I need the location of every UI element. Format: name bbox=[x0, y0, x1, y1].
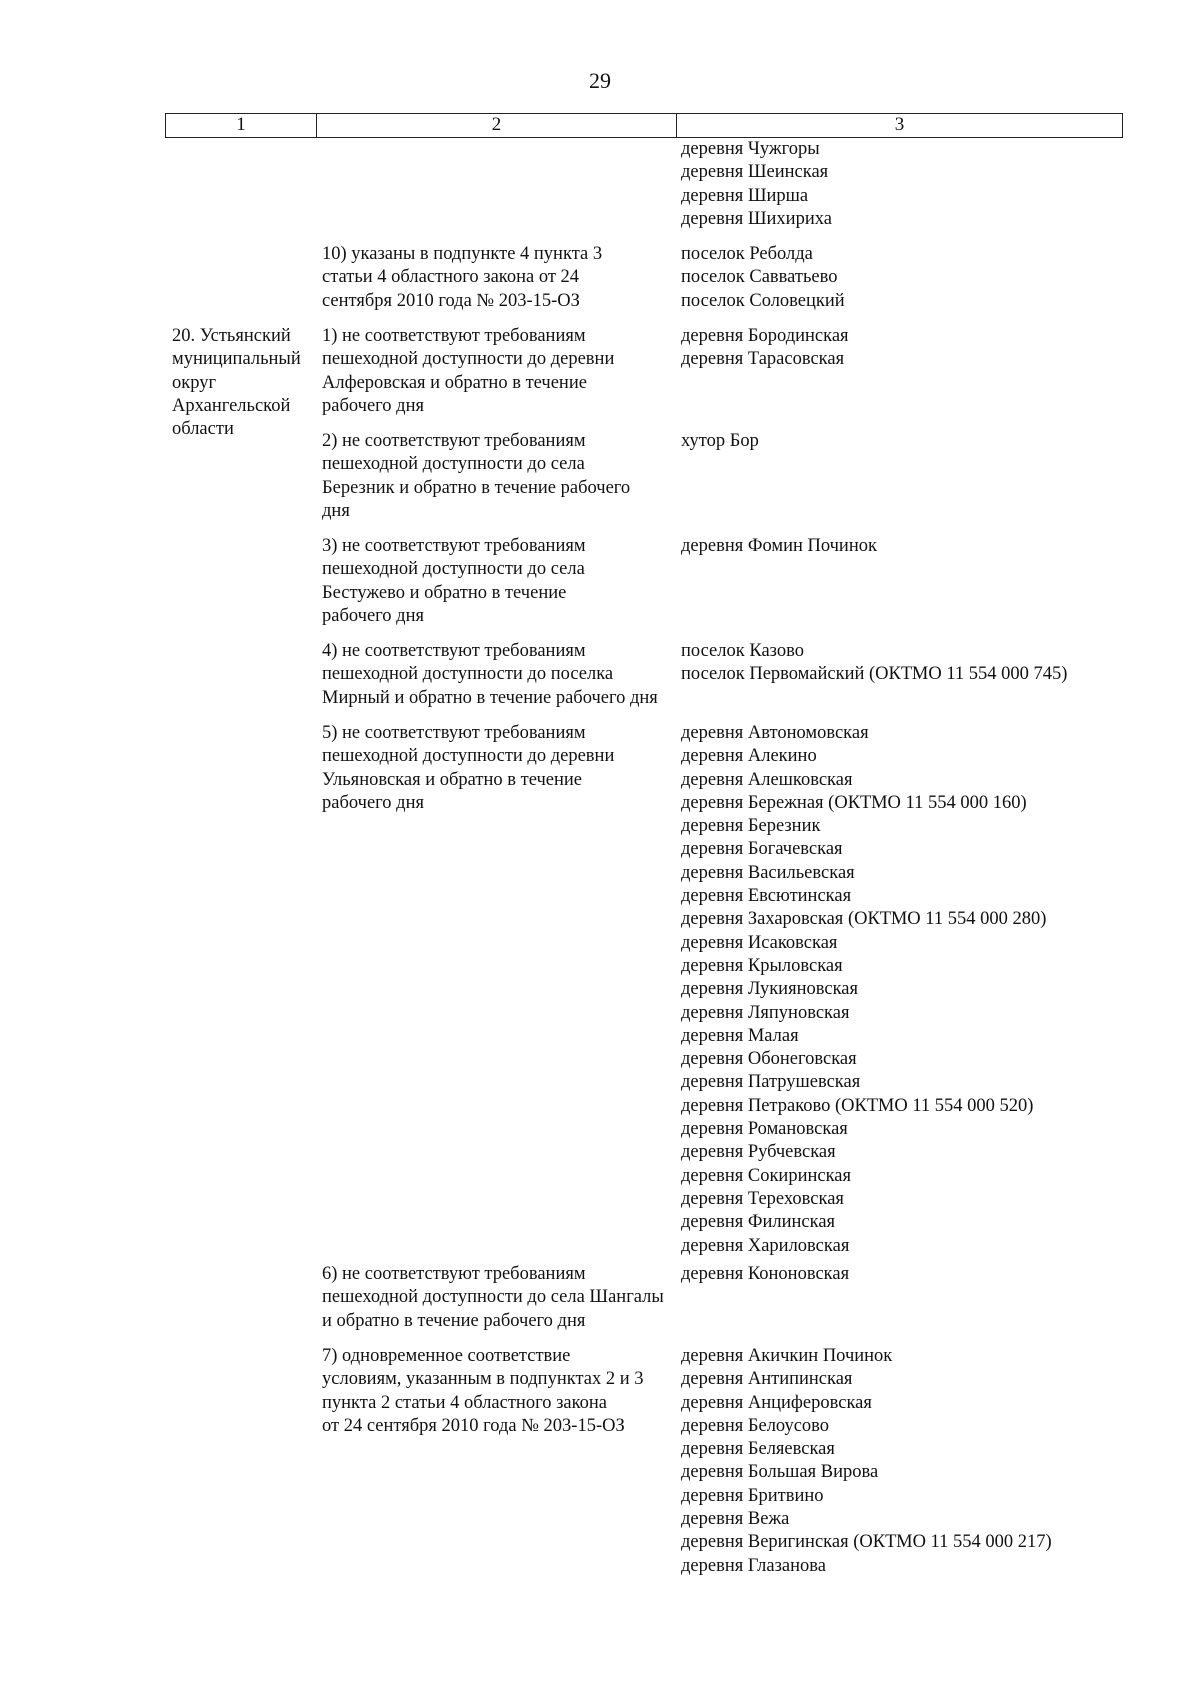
settlement-name: деревня Евсютинская bbox=[681, 886, 852, 907]
table-row bbox=[165, 722, 1123, 1258]
condition-line: пешеходной доступности до деревни bbox=[322, 746, 615, 767]
table-row bbox=[165, 640, 1123, 710]
settlement-name: деревня Бородинская bbox=[681, 326, 849, 346]
settlement-name: деревня Беляевская bbox=[681, 1439, 835, 1460]
condition-cell bbox=[316, 430, 676, 523]
settlement-name: деревня Петраково (ОКТМО 11 554 000 520) bbox=[681, 1095, 1034, 1116]
settlement-name: поселок Соловецкий bbox=[681, 290, 845, 311]
settlement-name: деревня Шихириха bbox=[681, 208, 832, 229]
settlement-name: деревня Большая Вирова bbox=[681, 1462, 879, 1483]
condition-line: сентября 2010 года № 203-15-ОЗ bbox=[322, 290, 580, 311]
condition-line: 5) не соответствуют требованиям bbox=[322, 723, 586, 743]
condition-cell bbox=[316, 138, 676, 231]
settlement-name: деревня Алешковская bbox=[681, 769, 853, 790]
table-row bbox=[165, 535, 1123, 628]
settlement-name: деревня Рубчевская bbox=[681, 1142, 836, 1163]
condition-line: пункта 2 статьи 4 областного закона bbox=[322, 1392, 608, 1413]
settlements-cell bbox=[676, 138, 1123, 231]
condition-line: 4) не соответствуют требованиям bbox=[322, 641, 586, 661]
settlements-cell bbox=[676, 535, 1123, 628]
settlement-name: деревня Вежа bbox=[681, 1509, 790, 1530]
district-line: 20. Устьянский bbox=[172, 326, 291, 346]
condition-cell bbox=[316, 1345, 676, 1578]
condition-line: и обратно в течение рабочего дня bbox=[322, 1310, 586, 1331]
settlement-name: деревня Крыловская bbox=[681, 955, 843, 976]
settlement-name: поселок Реболда bbox=[681, 244, 813, 264]
table-row bbox=[165, 325, 1123, 441]
settlement-name: деревня Филинская bbox=[681, 1212, 836, 1233]
settlement-name: деревня Автономовская bbox=[681, 723, 869, 743]
district-cell bbox=[165, 722, 316, 1258]
settlements-cell bbox=[676, 243, 1123, 313]
condition-line: Бестужево и обратно в течение bbox=[322, 582, 567, 603]
settlements-cell bbox=[676, 1263, 1123, 1333]
page-number: 29 bbox=[589, 68, 611, 93]
settlement-name: деревня Тарасовская bbox=[681, 349, 845, 370]
settlements-cell bbox=[676, 640, 1123, 710]
settlement-name: деревня Шеинская bbox=[681, 162, 829, 183]
condition-line: 6) не соответствуют требованиям bbox=[322, 1264, 586, 1284]
condition-line: Ульяновская и обратно в течение bbox=[322, 769, 582, 790]
condition-line: Алферовская и обратно в течение bbox=[322, 372, 587, 393]
settlements-cell bbox=[676, 1345, 1123, 1578]
condition-cell bbox=[316, 243, 676, 313]
settlement-name: поселок Казово bbox=[681, 641, 804, 661]
settlement-name: деревня Веригинская (ОКТМО 11 554 000 217) bbox=[681, 1532, 1052, 1553]
district-line: Архангельской bbox=[172, 395, 291, 416]
condition-cell bbox=[316, 1263, 676, 1333]
condition-line: Березник и обратно в течение рабочего bbox=[322, 477, 631, 498]
settlement-name: деревня Анциферовская bbox=[681, 1392, 872, 1413]
district-cell bbox=[165, 1345, 316, 1578]
settlement-name: деревня Белоусово bbox=[681, 1415, 830, 1436]
district-cell bbox=[165, 325, 316, 441]
district-cell bbox=[165, 1263, 316, 1333]
column-number-3: 3 bbox=[894, 114, 905, 135]
district-cell bbox=[165, 640, 316, 710]
condition-line: от 24 сентября 2010 года № 203-15-ОЗ bbox=[322, 1415, 625, 1436]
district-cell bbox=[165, 243, 316, 313]
settlement-name: деревня Патрушевская bbox=[681, 1072, 861, 1093]
settlement-name: деревня Глазанова bbox=[681, 1555, 826, 1576]
settlement-name: деревня Бритвино bbox=[681, 1485, 824, 1506]
table-row bbox=[165, 430, 1123, 523]
settlement-name: деревня Хариловская bbox=[681, 1235, 850, 1256]
district-line: округ bbox=[172, 372, 217, 393]
condition-line: пешеходной доступности до деревни bbox=[322, 349, 615, 370]
settlement-name: хутор Бор bbox=[681, 431, 759, 451]
settlement-name: деревня Васильевская bbox=[681, 862, 855, 883]
condition-cell bbox=[316, 535, 676, 628]
column-number-1: 1 bbox=[166, 114, 317, 137]
settlement-name: деревня Сокиринская bbox=[681, 1165, 852, 1186]
district-cell bbox=[165, 138, 316, 231]
settlement-name: деревня Малая bbox=[681, 1025, 799, 1046]
condition-line: 10) указаны в подпункте 4 пункта 3 bbox=[322, 244, 603, 264]
condition-line: статьи 4 областного закона от 24 bbox=[322, 267, 580, 288]
settlement-name: поселок Савватьево bbox=[681, 267, 838, 288]
district-line: муниципальный bbox=[172, 349, 301, 370]
settlement-name: деревня Романовская bbox=[681, 1119, 848, 1140]
settlement-name: деревня Захаровская (ОКТМО 11 554 000 280) bbox=[681, 909, 1047, 930]
condition-line: 2) не соответствуют требованиям bbox=[322, 431, 586, 451]
table-row bbox=[165, 138, 1123, 231]
condition-line: рабочего дня bbox=[322, 395, 424, 416]
settlement-name: деревня Лукияновская bbox=[681, 979, 859, 1000]
condition-line: рабочего дня bbox=[322, 605, 424, 626]
settlement-name: поселок Первомайский (ОКТМО 11 554 000 745) bbox=[681, 664, 1068, 685]
settlements-cell bbox=[676, 722, 1123, 1258]
table-row bbox=[165, 1345, 1123, 1578]
settlements-cell bbox=[676, 430, 1123, 523]
condition-line: Мирный и обратно в течение рабочего дня bbox=[322, 687, 658, 708]
settlement-name: деревня Антипинская bbox=[681, 1369, 853, 1390]
settlement-name: деревня Кононовская bbox=[681, 1264, 850, 1284]
district-line: области bbox=[172, 419, 234, 440]
settlement-name: деревня Березник bbox=[681, 816, 821, 837]
settlement-name: деревня Ляпуновская bbox=[681, 1002, 850, 1023]
condition-line: пешеходной доступности до села bbox=[322, 559, 585, 580]
settlement-name: деревня Фомин Починок bbox=[681, 536, 877, 556]
column-number-2: 2 bbox=[317, 114, 677, 137]
settlement-name: деревня Исаковская bbox=[681, 932, 838, 953]
condition-line: рабочего дня bbox=[322, 792, 424, 813]
settlement-name: деревня Бережная (ОКТМО 11 554 000 160) bbox=[681, 792, 1027, 813]
settlement-name: деревня Тереховская bbox=[681, 1188, 844, 1209]
settlement-name: деревня Акичкин Починок bbox=[681, 1346, 893, 1366]
settlement-name: деревня Чужгоры bbox=[681, 139, 820, 159]
condition-cell bbox=[316, 640, 676, 710]
table-row bbox=[165, 1263, 1123, 1333]
condition-line: 7) одновременное соответствие bbox=[322, 1346, 571, 1366]
condition-cell bbox=[316, 722, 676, 1258]
table-row bbox=[165, 243, 1123, 313]
settlement-name: деревня Обонеговская bbox=[681, 1049, 857, 1070]
condition-line: пешеходной доступности до села Шангалы bbox=[322, 1287, 664, 1308]
settlement-name: деревня Ширша bbox=[681, 185, 809, 206]
condition-line: дня bbox=[322, 500, 350, 521]
district-cell bbox=[165, 430, 316, 523]
settlement-name: деревня Алекино bbox=[681, 746, 817, 767]
settlement-name: деревня Богачевская bbox=[681, 839, 843, 860]
table-column-header bbox=[165, 113, 1123, 138]
condition-line: пешеходной доступности до поселка bbox=[322, 664, 614, 685]
condition-line: пешеходной доступности до села bbox=[322, 454, 585, 475]
settlements-cell bbox=[676, 325, 1123, 441]
condition-cell bbox=[316, 325, 676, 441]
condition-line: 1) не соответствуют требованиям bbox=[322, 326, 586, 346]
condition-line: условиям, указанным в подпунктах 2 и 3 bbox=[322, 1369, 644, 1390]
condition-line: 3) не соответствуют требованиям bbox=[322, 536, 586, 556]
district-cell bbox=[165, 535, 316, 628]
